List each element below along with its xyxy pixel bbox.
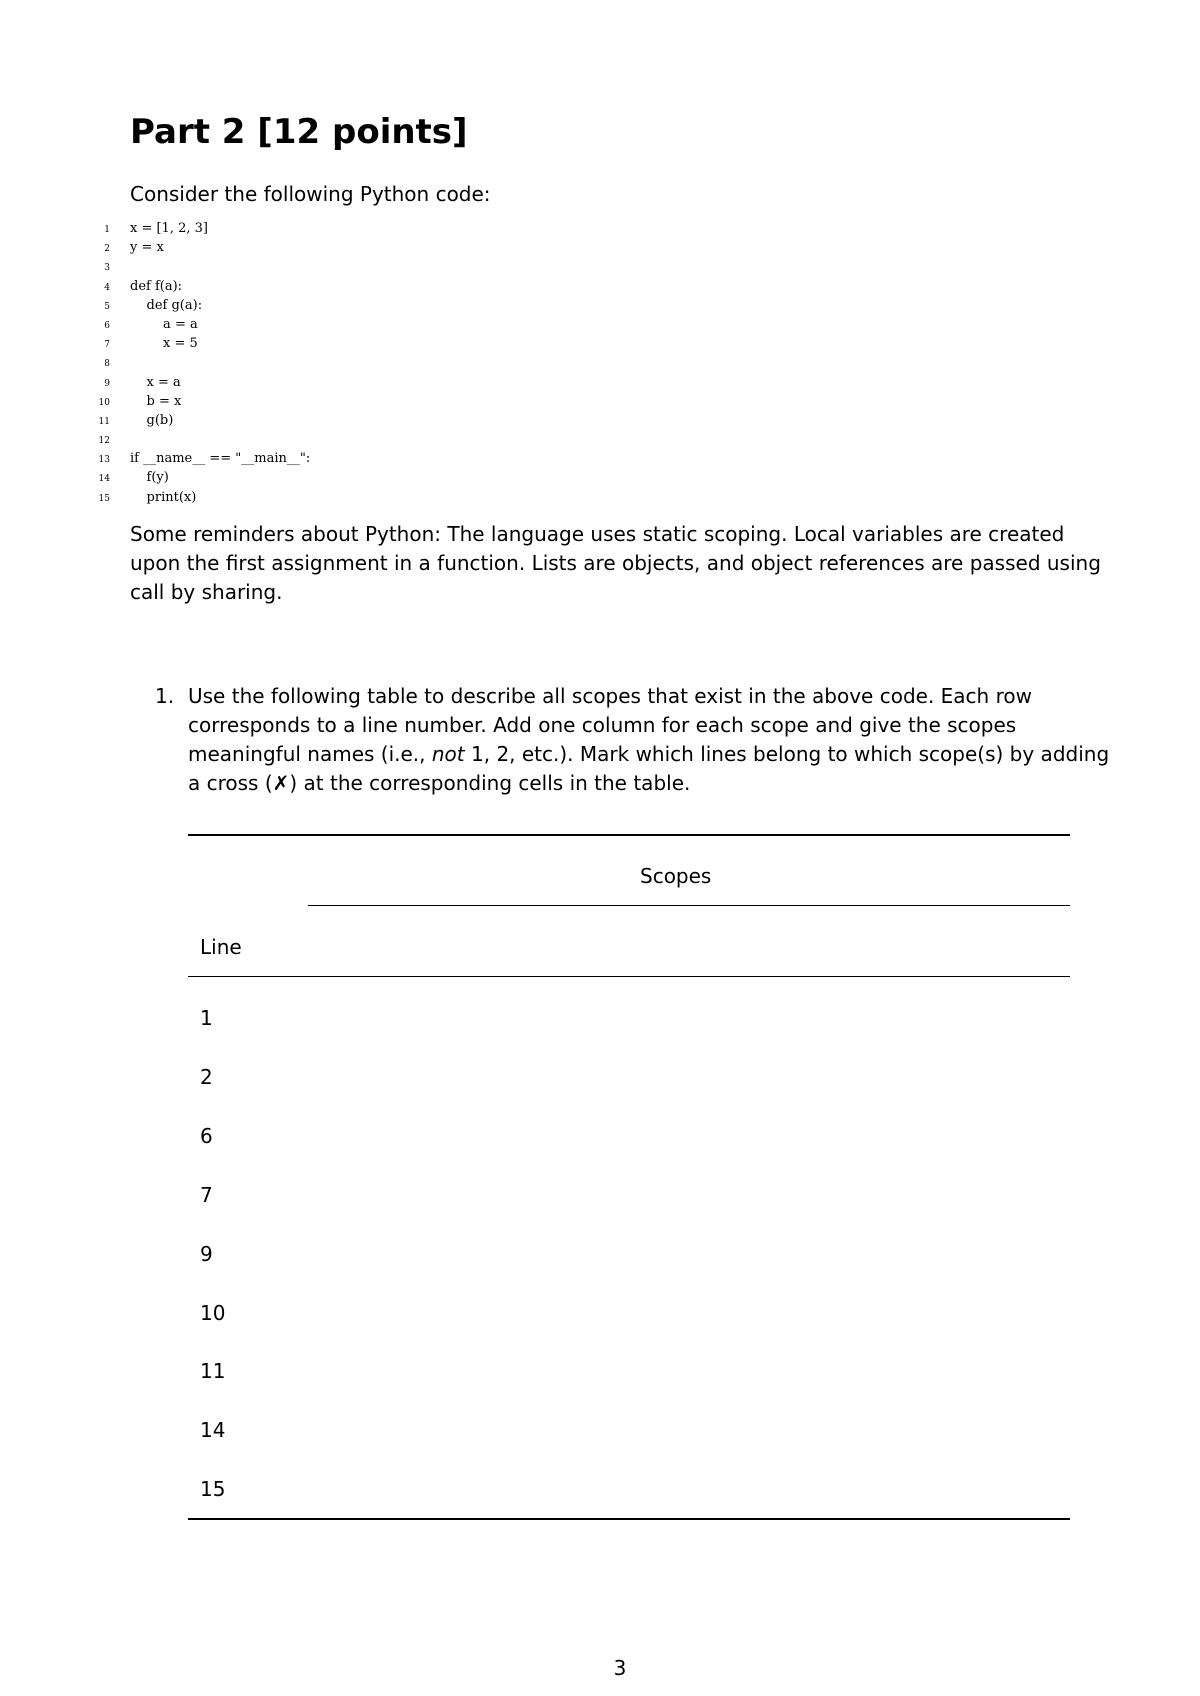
code-line-number: 6 — [104, 320, 110, 331]
question-emphasis: not — [431, 742, 465, 766]
code-line — [90, 219, 310, 238]
code-line-number: 8 — [104, 359, 110, 370]
table-row-line-number: 11 — [200, 1359, 226, 1383]
code-line-number: 9 — [104, 378, 110, 389]
question-text — [155, 682, 1115, 798]
code-line — [90, 449, 310, 468]
table-row-line-number: 7 — [200, 1183, 213, 1207]
code-line-text: def g(a): — [130, 297, 203, 313]
code-line-text: f(y) — [130, 470, 169, 486]
question-number: 1. — [155, 684, 175, 708]
code-line-text: x = 5 — [130, 336, 198, 352]
table-mid-rule — [188, 976, 1070, 977]
code-line-text: g(b) — [130, 412, 174, 428]
python-reminder: Some reminders about Python: The language uses static scoping. Local variables are created upon the first assignment in a function. Lists are objects, and object references are passed using call by sharing. — [130, 522, 1101, 604]
table-row-line-number: 15 — [200, 1477, 226, 1501]
code-line-number: 1 — [104, 225, 110, 235]
table-bottom-rule — [188, 1518, 1070, 1520]
table-row-line-number: 9 — [200, 1242, 213, 1266]
code-listing — [90, 219, 310, 507]
code-line-number: 15 — [98, 493, 110, 504]
code-line — [90, 488, 310, 507]
code-line — [90, 411, 310, 430]
code-line-number: 13 — [98, 455, 110, 466]
code-line-number: 14 — [98, 474, 110, 485]
table-row-line-number: 1 — [200, 1006, 213, 1030]
table-row-line-number: 6 — [200, 1124, 213, 1148]
line-header: Line — [200, 935, 242, 959]
scopes-header: Scopes — [640, 864, 712, 888]
code-line — [90, 392, 310, 411]
table-row-line-number: 10 — [200, 1301, 226, 1325]
code-line-number: 2 — [104, 244, 110, 255]
code-line — [90, 353, 310, 372]
code-line-number: 12 — [98, 436, 110, 447]
code-line-text: def f(a): — [130, 278, 183, 294]
question-text-before: Use the following table to describe all scopes that exist in the above code. Each row corresponds to a line number. Add one column for each scope and give the scopes meaningful names (i.e., — [188, 684, 1032, 766]
code-line-text: x = [1, 2, 3] — [130, 221, 208, 236]
scopes-header-rule — [308, 905, 1070, 906]
page-title: Part 2 [12 points] — [130, 112, 468, 152]
code-line — [90, 277, 310, 296]
intro-text: Consider the following Python code: — [130, 182, 491, 206]
code-line-text: y = x — [130, 240, 164, 256]
table-row-line-number: 14 — [200, 1418, 226, 1442]
code-line-number: 3 — [104, 263, 110, 274]
code-line-text: print(x) — [130, 489, 197, 505]
code-line-text: x = a — [130, 374, 181, 390]
question-text-after: 1, 2, etc.). Mark which lines belong to which scope(s) by adding a cross (✗) at the corresponding cells in the table. — [188, 742, 1110, 795]
question-1 — [155, 682, 1115, 798]
code-line-number: 11 — [98, 416, 110, 427]
code-line-number: 7 — [104, 340, 110, 351]
code-line-text: b = x — [130, 393, 182, 409]
code-line — [90, 334, 310, 353]
code-line-number: 5 — [104, 301, 110, 312]
code-line — [90, 373, 310, 392]
table-top-rule — [188, 834, 1070, 836]
code-line — [90, 296, 310, 315]
code-line — [90, 468, 310, 487]
code-line-text: if __name__ == "__main__": — [130, 451, 311, 467]
page-number: 3 — [613, 1656, 627, 1680]
code-line-number: 4 — [104, 282, 110, 293]
table-row-line-number: 2 — [200, 1065, 213, 1089]
code-line — [90, 430, 310, 449]
code-line-text: a = a — [130, 316, 198, 332]
code-line-number: 10 — [98, 397, 110, 408]
code-line — [90, 238, 310, 257]
code-line — [90, 315, 310, 334]
code-line — [90, 257, 310, 276]
